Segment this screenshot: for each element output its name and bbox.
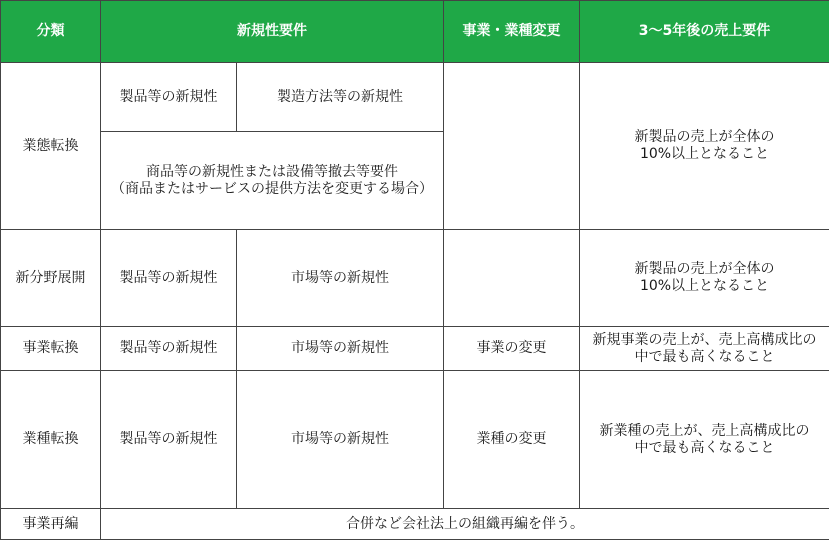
requirement-cell: 市場等の新規性 (237, 230, 444, 327)
table-row (1, 327, 829, 371)
sales-cell: 新製品の売上が全体の 10%以上となること (580, 230, 829, 327)
requirement-alt-cell: 商品等の新規性または設備等撤去等要件 （商品またはサービスの提供方法を変更する場合） (101, 132, 444, 230)
table-row (1, 230, 829, 327)
header-new-requirements: 新規性要件 (101, 1, 444, 63)
requirement-cell: 製品等の新規性 (101, 63, 237, 132)
table-row (1, 63, 829, 132)
header-sales-requirement: 3～5年後の売上要件 (580, 1, 829, 63)
requirement-cell: 製品等の新規性 (101, 230, 237, 327)
category-cell: 事業再編 (1, 509, 101, 540)
change-cell: 事業の変更 (444, 327, 580, 371)
table-row (1, 509, 829, 540)
sales-cell: 新製品の売上が全体の 10%以上となること (580, 63, 829, 230)
change-cell (444, 230, 580, 327)
category-cell: 業種転換 (1, 371, 101, 509)
table-row (1, 371, 829, 509)
requirement-cell: 製造方法等の新規性 (237, 63, 444, 132)
header-row (1, 1, 829, 63)
category-cell: 業態転換 (1, 63, 101, 230)
requirement-cell: 市場等の新規性 (237, 327, 444, 371)
sales-cell: 新業種の売上が、売上高構成比の 中で最も高くなること (580, 371, 829, 509)
requirement-cell: 市場等の新規性 (237, 371, 444, 509)
category-cell: 事業転換 (1, 327, 101, 371)
reorganization-note-cell: 合併など会社法上の組織再編を伴う。 (101, 509, 829, 540)
category-cell: 新分野展開 (1, 230, 101, 327)
change-cell: 業種の変更 (444, 371, 580, 509)
header-business-change: 事業・業種変更 (444, 1, 580, 63)
change-cell (444, 63, 580, 230)
header-category: 分類 (1, 1, 101, 63)
sales-cell: 新規事業の売上が、売上高構成比の 中で最も高くなること (580, 327, 829, 371)
requirement-cell: 製品等の新規性 (101, 327, 237, 371)
requirement-cell: 製品等の新規性 (101, 371, 237, 509)
